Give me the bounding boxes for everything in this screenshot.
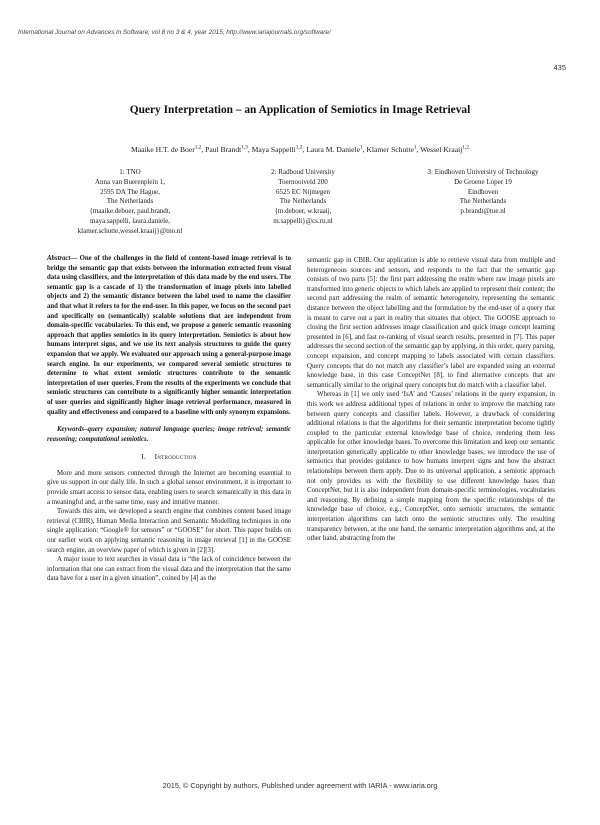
body-paragraph: More and more sensors connected through the Internet are becoming essential to give us support in our daily life. In such a global sensor environment, it is important to provide smart access to sensor data, enabling users to search semantically in this data in a meaningful and, at the same time, easy and intuitive manner. [47, 469, 291, 506]
abstract [47, 254, 291, 417]
left-column [47, 254, 291, 584]
affiliation-tno [40, 168, 220, 237]
author-affiliation-marker: 1,2 [462, 144, 470, 151]
author-name: Paul Brandt [205, 145, 242, 154]
journal-header: International Journal on Advances in Software, vol 8 no 3 & 4, year 2015, http://www.iariajournals.org/software/ [18, 29, 331, 36]
body-paragraph: Towards this aim, we developed a search engine that combines content based image retrieval (CBIR), Human Media Interaction and Semantic Modelling techniques in one single application: “Google® for sensors” or “GOOSE” for short. This paper builds on our earlier work on applying semantic reasoning in image retrieval [1] in the GOOSE search engine, an overview paper of which is given in [2][3]. [47, 508, 291, 554]
section-heading [47, 452, 291, 462]
author-name: Maaike H.T. de Boer [130, 145, 195, 154]
affiliation-email: {maaike.deboer, paul.brandt, [89, 207, 171, 216]
paper-title: Query Interpretation – an Application of Semiotics in Image Retrieval [129, 104, 471, 116]
affiliation-line: Toernooiveld 200 [278, 177, 328, 186]
affiliation-email: {m.deboer, w.kraaij, [274, 207, 332, 216]
author-name: Laura M. Daniele [306, 145, 360, 154]
section-number: I. [141, 452, 147, 462]
affiliation-line: The Netherlands [106, 197, 154, 206]
affiliation-line: 6525 EC Nijmegen [275, 187, 331, 196]
affiliation-line: The Netherlands [459, 197, 507, 206]
body-paragraph: Whereas in [1] we only used ‘IsA’ and ‘Causes’ relations in the query expansion, in this work we address additional types of relations in order to improve the matching rate between query concepts and classifier labels. However, a drawback of considering additional relations is that the algorithms for their semantic interpretation become tightly coupled to the particular external knowledge base of choice, rendering them less applicable for other knowledge bases. To overcome this limitation and keep our semantic interpretation generically applicable to other knowledge bases, we introduce the use of semiotics that provides guidance to how humans interpret signs and how the abstract relationships between them apply. Due to its universal application, a semiotic approach not only provides us with the flexibility to use different knowledge bases than ConceptNet, but it is also independent from domain-specific terminologies, vocabularies and reasoning. By defining a simple mapping from the specific relationships of the knowledge base of choice, e.g., ConceptNet, onto semiotic structures, the semantic interpretation algorithms can latch onto the semiotic structures only. The resulting transparency between, at the one hand, the semantic interpretation algorithms and, at the other hand, abstracting from the [307, 391, 555, 543]
affiliation-line: 2595 DA The Hague, [100, 187, 160, 196]
copyright-footer: 2015, © Copyright by authors, Published under agreement with IARIA - www.iaria.org [162, 781, 438, 790]
affiliation-email: m.sappelli}@cs.ru.nl [273, 216, 333, 225]
affiliation-line: 2: Radboud University [271, 168, 335, 176]
section-title: Introduction [154, 452, 197, 462]
author-affiliation-marker: 1,2 [295, 144, 303, 151]
affiliation-line: 3: Eindhoven University of Technology [427, 168, 539, 176]
author-affiliation-marker: 1,3 [241, 144, 248, 151]
body-paragraph: A major issue to text searches in visual data is “the lack of coincidence between the information that one can extract from the visual data and the interpretation that the same data have for a user in a given situation”, coined by [4] as the [47, 556, 291, 583]
author-name: Wessel Kraaij [420, 145, 463, 154]
right-column [307, 256, 555, 544]
body-paragraph: semantic gap in CBIR. Our application is able to retrieve visual data from multiple and heterogeneous sources and sensors, and responds to the fact that the semantic gap consists of two parts [5]: the first part addressing the realm where raw image pixels are transformed into generic objects to which labels are applied to represent their content; the second part addressing the realm of semantic heterogeneity, representing the semantic distance between the object labelling and the formulation by the end-user of a query that is meant to carve out a part in reality that situates that object. The GOOSE approach to closing the first section addresses image classification and quick image concept learning presented in [6], and fast re-ranking of visual search results, presented in [7]. This paper addresses the second section of the semantic gap by applying, in this order, query parsing, concept expansion, and concept mapping to labels associated with certain classifiers. Query concepts that do not match any classifier’s label are expanded using an external knowledge base, in this case ConceptNet [8], to find alternative concepts that are semantically similar to the original query concepts but do match with a classifier label. [307, 257, 555, 389]
abstract-text: — One of the challenges in the field of content-based image retrieval is to bridge the semantic gap that exists between the information extracted from visual data using classifiers, and the interpretation of this data made by the end users. The semantic gap is a cascade of 1) the transformation of image pixels into labelled objects and 2) the semantic distance between the label used to name the classifier and that what it refers to for the end-user. In this paper, we focus on the second part and specifically on (semantically) scalable solutions that are independent from domain-specific vocabularies. To this end, we propose a generic semantic reasoning approach that applies semiotics in its query interpretation. Semiotics is about how humans interpret signs, and we use its text analysis structures to guide the query expansion that we apply. We evaluated our approach using a general-purpose image search engine. In our experiments, we compared several semiotic structures to determine to what extent semiotic structures contribute to the semantic interpretation of user queries. From the results of the experiments we conclude that semiotic structures can contribute to a significantly higher semantic interpretation of user queries and significantly higher image retrieval performance, measured in quality and effectiveness and compared to a baseline with only synonym expansions. [47, 255, 291, 416]
affiliation-line: 1: TNO [119, 168, 141, 176]
keywords: Keywords–query expansion; natural language queries; image retrieval; semantic reasoning; computational semiotics. [47, 426, 291, 443]
abstract-lead: Abstract [47, 255, 71, 262]
affiliation-line: Eindhoven [467, 187, 499, 196]
author-name: Maya Sappelli [251, 145, 296, 154]
affiliation-email: klamer.schutte,wessel.kraaij}@tno.nl [77, 226, 183, 235]
author-list: Maaike H.T. de Boer$^{1,2}$, Paul Brandt$^{1,3}$, Maya Sappelli$^{1,2}$, Laura M. Daniele$^1$, Klamer Schutte$^1$, Wessel Kraaij$^{1,2}$ [130, 144, 470, 154]
affiliation-email: maya.sappelli, laura.daniele, [90, 216, 170, 225]
affiliation-line: The Netherlands [279, 197, 327, 206]
author-affiliation-marker: 1,2 [194, 144, 202, 151]
affiliation-email: p.brandt@tue.nl [460, 207, 506, 216]
affiliation-line: De Groene Loper 19 [454, 177, 512, 186]
affiliation-tue [390, 168, 576, 217]
author-name: Klamer Schutte [366, 145, 414, 154]
page-number: 435 [553, 63, 566, 72]
affiliation-line: Anna van Buerenplein 1, [95, 177, 165, 186]
author-affiliation-marker: 1 [359, 144, 363, 151]
affiliation-radboud [228, 168, 378, 227]
author-affiliation-marker: 1 [413, 144, 417, 151]
